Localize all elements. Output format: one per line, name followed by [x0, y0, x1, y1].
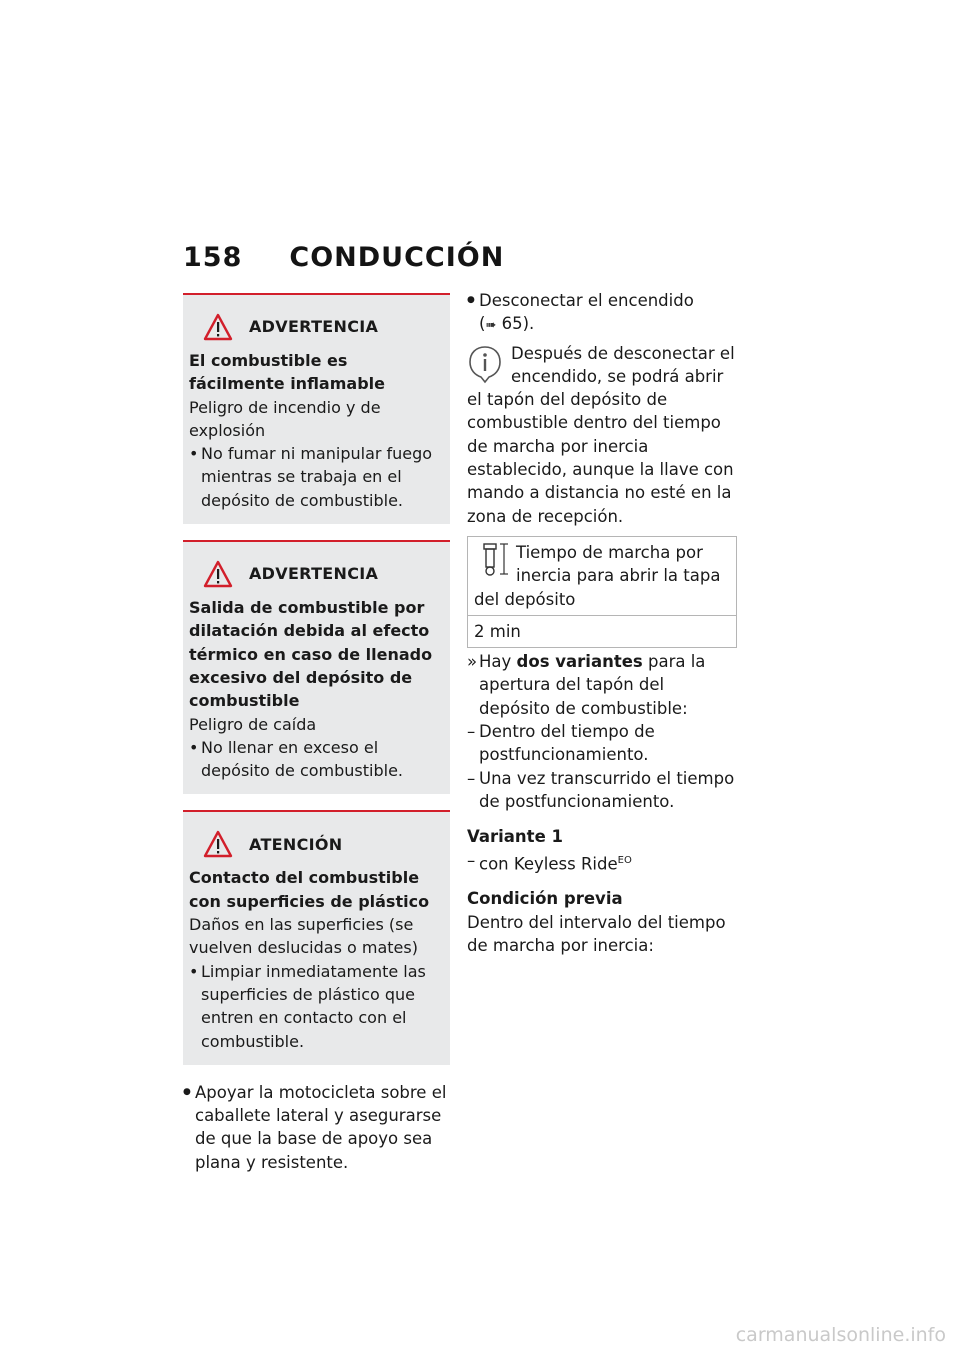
warning-header — [203, 560, 444, 588]
chapter-title: CONDUCCIÓN — [289, 242, 505, 273]
result-suffix: para la apertura del tapón del depósito de combustible: — [479, 652, 706, 718]
step-ignition-off — [467, 289, 739, 338]
warning-text: Daños en las superficies (se vuelven deslucidas o mates) — [189, 915, 418, 958]
warning-text: Peligro de caída — [189, 714, 317, 734]
precondition-title: Condición previa — [467, 889, 623, 909]
warning-subtitle: El combustible es fácilmente inflamable — [189, 351, 385, 394]
warning-box-overflow — [183, 540, 450, 794]
warning-bullets — [189, 736, 444, 783]
variant-text: con Keyless Ride — [479, 854, 618, 874]
watermark: carmanualsonline.info — [735, 1324, 946, 1346]
step-text: Desconectar el encendido — [479, 291, 694, 310]
variant-condition — [467, 849, 739, 876]
info-text: Después de desconectar el encendido, se podrá abrir el tapón del depósito de combustible dentro del tiempo de marcha por inercia establecido, aunque la llave con mando a distancia no esté en la zona de recepción. — [467, 343, 735, 526]
spec-table — [467, 536, 737, 648]
warning-title: ADVERTENCIA — [249, 564, 379, 584]
warning-bullets — [189, 960, 444, 1053]
page-number: 158 — [183, 242, 243, 273]
info-icon — [467, 344, 503, 384]
result-prefix: Hay — [479, 652, 512, 672]
result-bold: dos variantes — [516, 652, 643, 672]
warning-bullet: • No fumar ni manipular fuego mientras se trabaja en el depósito de combustible. — [189, 442, 444, 512]
spec-value: 2 min — [468, 615, 737, 647]
warning-triangle-icon — [203, 560, 233, 588]
step-ref-open: ( — [479, 314, 486, 334]
step-support-motorcycle: ● Apoyar la motocicleta sobre el caballete lateral y asegurarse de que la base de apoyo sea plana y resistente. — [183, 1081, 450, 1174]
page-reference[interactable]: 65). — [501, 314, 535, 334]
variant-option: – Una vez transcurrido el tiempo de postfuncionamiento. — [467, 767, 739, 814]
warning-box-fire — [183, 293, 450, 524]
warning-header — [203, 313, 444, 341]
spec-label: Tiempo de marcha por inercia para abrir la tapa del depósito — [474, 542, 721, 609]
variant-sup: EO — [617, 854, 632, 866]
right-column — [467, 289, 739, 957]
caution-box-plastic — [183, 810, 450, 1064]
page-reference-arrow-icon: ➠ — [485, 318, 497, 334]
warning-header — [203, 830, 444, 858]
warning-title: ADVERTENCIA — [249, 317, 379, 337]
warning-text: Peligro de incendio y de explosión — [189, 397, 381, 440]
warning-subtitle: Contacto del combustible con superficies de plástico — [189, 868, 430, 911]
warning-triangle-icon — [203, 313, 233, 341]
warning-bullet: • No llenar en exceso el depósito de combustible. — [189, 736, 444, 783]
page-header — [183, 242, 504, 273]
result-item — [467, 650, 739, 720]
precondition-text: Dentro del intervalo del tiempo de marcha por inercia: — [467, 912, 726, 955]
warning-title: ATENCIÓN — [249, 834, 343, 854]
warning-bullet: • Limpiar inmediatamente las superficies de plástico que entren en contacto con el combustible. — [189, 960, 444, 1053]
warning-subtitle: Salida de combustible por dilatación debida al efecto térmico en caso de llenado excesivo del depósito de combustible — [189, 598, 433, 711]
info-note — [467, 342, 739, 528]
variant-option: – Dentro del tiempo de postfuncionamiento. — [467, 720, 739, 767]
variant-title: Variante 1 — [467, 827, 563, 847]
warning-bullets — [189, 442, 444, 512]
left-column — [183, 293, 450, 1174]
fuel-cap-timer-icon — [474, 541, 510, 577]
spec-label-cell — [468, 536, 737, 615]
warning-triangle-icon — [203, 830, 233, 858]
